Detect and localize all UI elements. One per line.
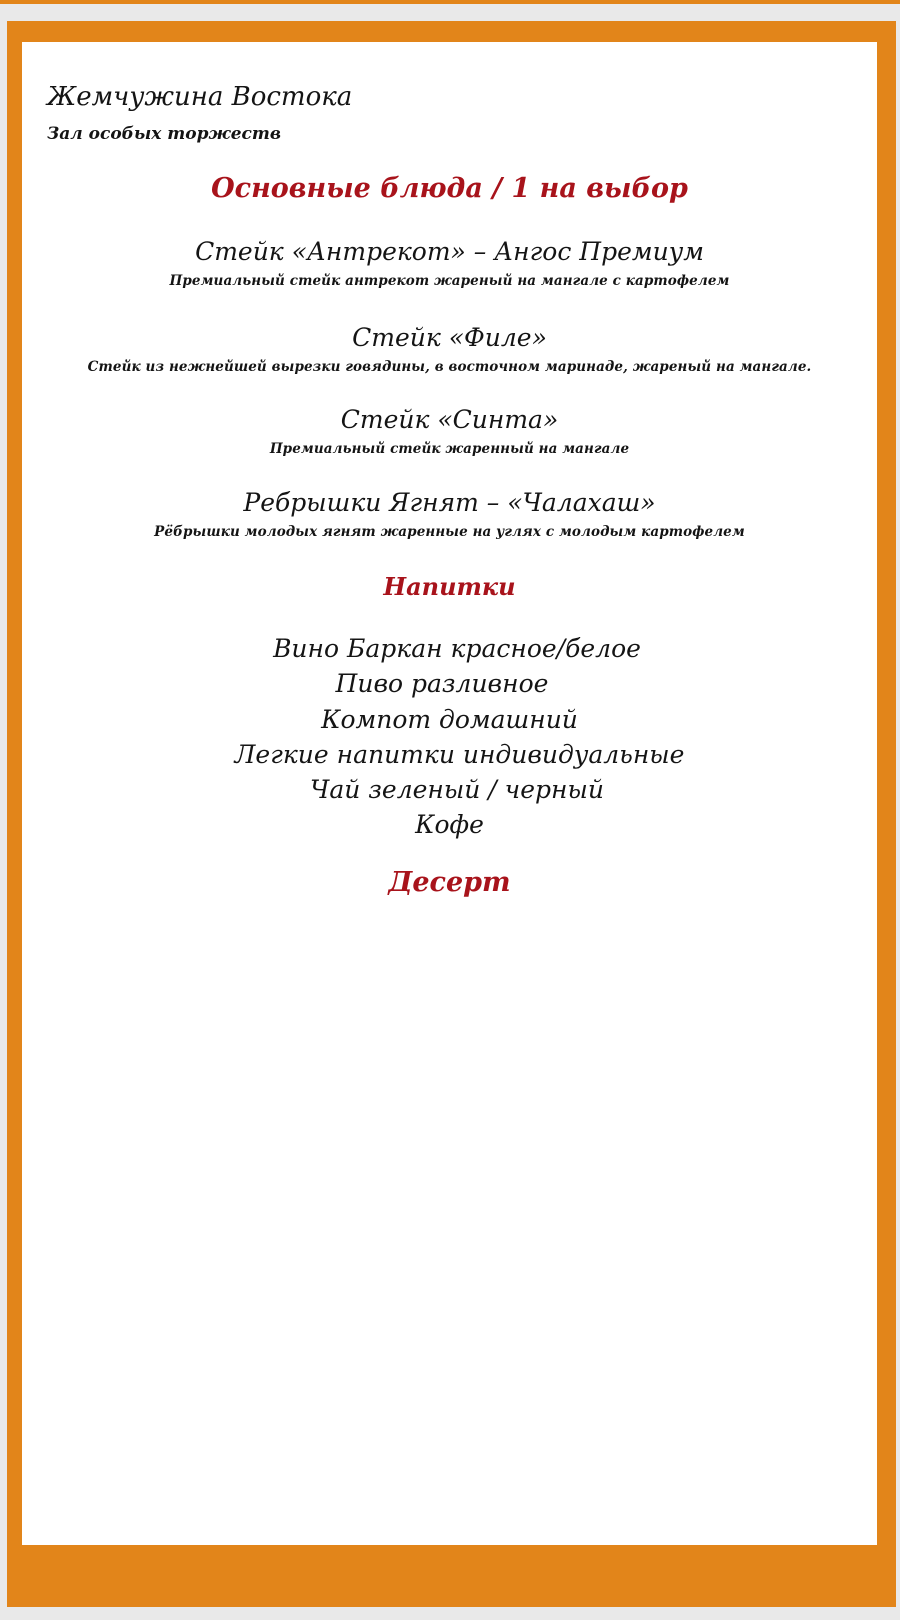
hall-subtitle: Зал особых торжеств [47,124,282,144]
menu-page [22,42,877,1545]
dish-name: Ребрышки Ягнят – «Чалахаш» [243,488,656,517]
drink-item: Компот домашний [321,705,578,734]
dish-description: Премиальный стейк антрекот жареный на мангале с картофелем [169,273,730,289]
restaurant-title: Жемчужина Востока [47,82,353,112]
dessert-heading: Десерт [388,867,511,898]
drink-item: Легкие напитки индивидуальные [234,740,685,769]
main-courses-heading: Основные блюда / 1 на выбор [211,173,688,204]
dish-description: Стейк из нежнейшей вырезки говядины, в восточном маринаде, жареный на мангале. [87,359,812,375]
dish-description: Премиальный стейк жаренный на мангале [269,441,630,457]
top-border-line [0,0,900,4]
drink-item: Вино Баркан красное/белое [273,634,641,663]
dish-name: Стейк «Антрекот» – Ангос Премиум [195,237,704,266]
drink-item: Кофе [415,810,484,839]
dish-name: Стейк «Филе» [352,323,547,352]
dish-description: Рёбрышки молодых ягнят жаренные на углях с молодым картофелем [154,524,745,540]
drink-item: Чай зеленый / черный [310,775,604,804]
drink-item: Пиво разливное [335,669,549,698]
dish-name: Стейк «Синта» [340,405,559,434]
drinks-heading: Напитки [383,572,516,601]
